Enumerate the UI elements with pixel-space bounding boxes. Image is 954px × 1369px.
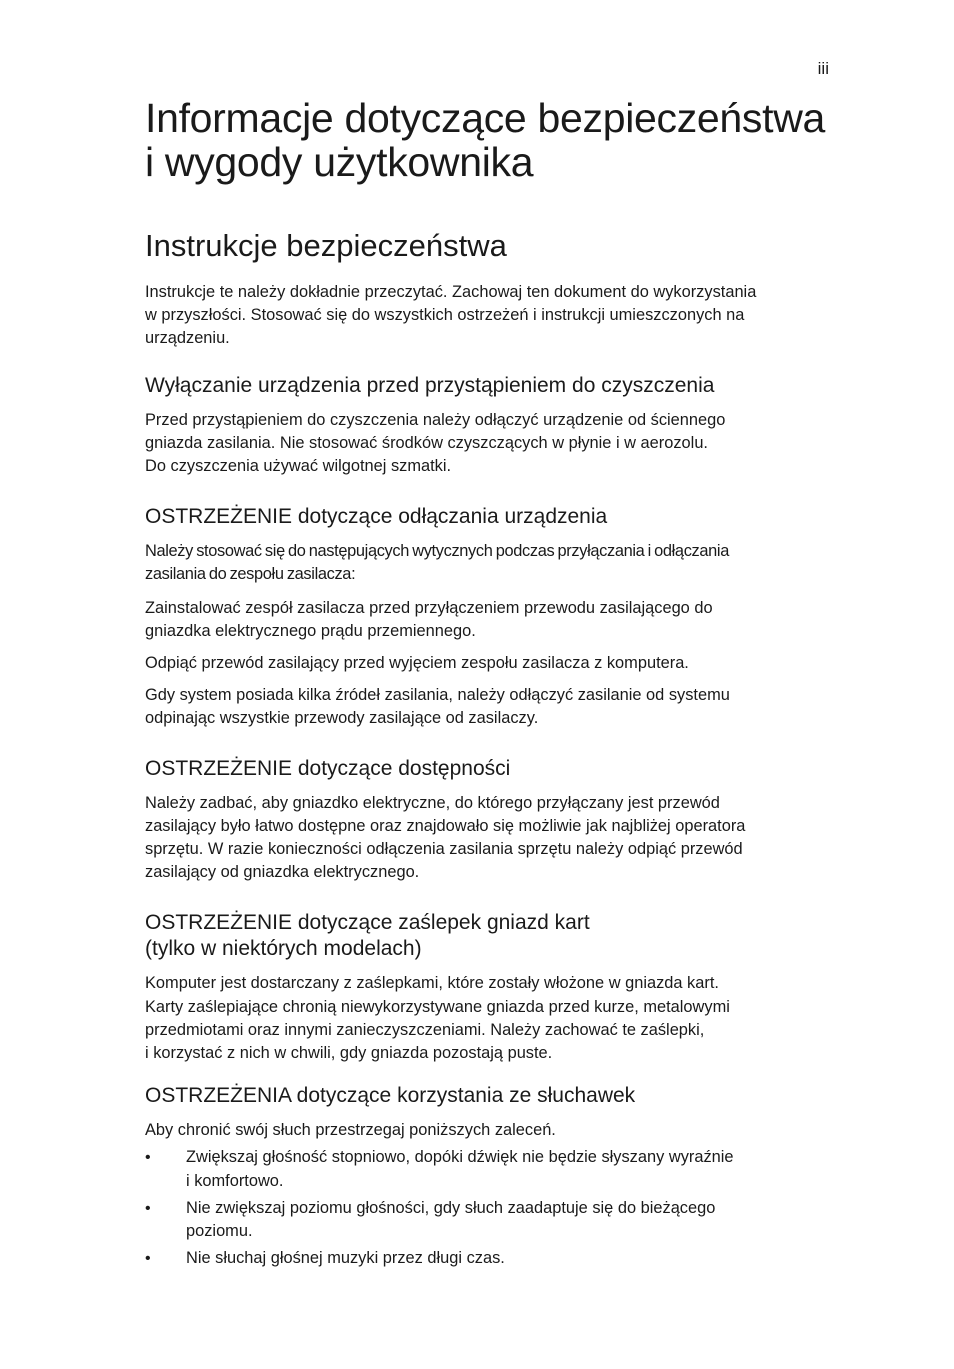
text-line: Karty zaślepiające chronią niewykorzystywane gniazda przed kurze, metalowymi <box>145 997 730 1016</box>
text-line: Należy zadbać, aby gniazdko elektryczne, do którego przyłączany jest przewód <box>145 793 720 812</box>
text-line: Odpiąć przewód zasilający przed wyjęciem zespołu zasilacza z komputera. <box>145 654 689 673</box>
list-item <box>145 1197 835 1243</box>
text-line: Gdy system posiada kilka źródeł zasilania, należy odłączyć zasilanie od systemu <box>145 686 730 705</box>
text-line: zasilania do zespołu zasilacza: <box>145 565 356 584</box>
cleaning-heading: Wyłączanie urządzenia przed przystąpieniem do czyszczenia <box>145 373 715 397</box>
section-title: Instrukcje bezpieczeństwa <box>145 228 507 263</box>
text-line: w przyszłości. Stosować się do wszystkich ostrzeżeń i instrukcji umieszczonych na <box>145 306 745 325</box>
list-item <box>145 1247 835 1270</box>
text-line: Zwiększaj głośność stopniowo, dopóki dźwięk nie będzie słyszany wyraźnie <box>186 1148 734 1167</box>
text-line: Aby chronić swój słuch przestrzegaj poniższych zaleceń. <box>145 1121 556 1140</box>
text-line: Nie zwiększaj poziomu głośności, gdy słuch zaadaptuje się do bieżącego <box>186 1198 716 1217</box>
headphones-intro <box>145 1119 835 1142</box>
text-line: przedmiotami oraz innymi zanieczyszczeniami. Należy zachować te zaślepki, <box>145 1020 705 1039</box>
text-line: Nie słuchaj głośnej muzyki przez długi czas. <box>186 1249 505 1268</box>
text-line: i korzystać z nich w chwili, gdy gniazda pozostają puste. <box>145 1044 553 1063</box>
heading-line: (tylko w niektórych modelach) <box>145 937 422 961</box>
text-line: Zainstalować zespół zasilacza przed przyłączeniem przewodu zasilającego do <box>145 598 713 617</box>
disconnect-paragraph <box>145 540 835 586</box>
list-item <box>145 1146 835 1192</box>
disconnect-paragraph <box>145 597 835 643</box>
card-slots-paragraph <box>145 972 835 1065</box>
accessibility-paragraph <box>145 792 835 885</box>
text-line: odpinając wszystkie przewody zasilające od zasilaczy. <box>145 709 539 728</box>
bullet-icon: • <box>145 1199 151 1217</box>
disconnect-paragraph <box>145 684 835 730</box>
bullet-icon: • <box>145 1149 151 1167</box>
page-number: iii <box>817 59 829 78</box>
text-line: Do czyszczenia używać wilgotnej szmatki. <box>145 457 452 476</box>
page-title <box>145 96 835 184</box>
cleaning-paragraph <box>145 409 835 479</box>
text-line: zasilający było łatwo dostępne oraz znajdowało się możliwie jak najbliżej operatora <box>145 816 746 835</box>
text-line: gniazda zasilania. Nie stosować środków czyszczących w płynie i w aerozolu. <box>145 433 708 452</box>
text-line: poziomu. <box>186 1222 253 1241</box>
card-slots-heading <box>145 910 835 962</box>
section-intro-paragraph <box>145 281 835 351</box>
bullet-icon: • <box>145 1250 151 1268</box>
text-line: Przed przystąpieniem do czyszczenia należy odłączyć urządzenie od ściennego <box>145 410 726 429</box>
text-line: Komputer jest dostarczany z zaślepkami, które zostały włożone w gniazda kart. <box>145 974 719 993</box>
text-line: i komfortowo. <box>186 1171 284 1190</box>
text-line: urządzeniu. <box>145 329 230 348</box>
text-line: Należy stosować się do następujących wytycznych podczas przyłączania i odłączania <box>145 542 729 561</box>
heading-line: OSTRZEŻENIE dotyczące zaślepek gniazd kart <box>145 911 590 935</box>
disconnect-heading: OSTRZEŻENIE dotyczące odłączania urządzenia <box>145 505 608 529</box>
accessibility-heading: OSTRZEŻENIE dotyczące dostępności <box>145 756 511 780</box>
text-line: sprzętu. W razie konieczności odłączenia zasilania sprzętu należy odpiąć przewód <box>145 840 743 859</box>
document-content <box>145 96 835 1270</box>
headphones-heading: OSTRZEŻENIA dotyczące korzystania ze słuchawek <box>145 1084 636 1108</box>
text-line: gniazdka elektrycznego prądu przemiennego. <box>145 621 476 640</box>
headphones-bullet-list <box>145 1146 835 1270</box>
page-title-line: i wygody użytkownika <box>145 139 534 185</box>
disconnect-paragraph <box>145 652 835 675</box>
page-title-line: Informacje dotyczące bezpieczeństwa <box>145 95 826 141</box>
text-line: zasilający od gniazdka elektrycznego. <box>145 863 420 882</box>
text-line: Instrukcje te należy dokładnie przeczytać. Zachowaj ten dokument do wykorzystania <box>145 283 757 301</box>
